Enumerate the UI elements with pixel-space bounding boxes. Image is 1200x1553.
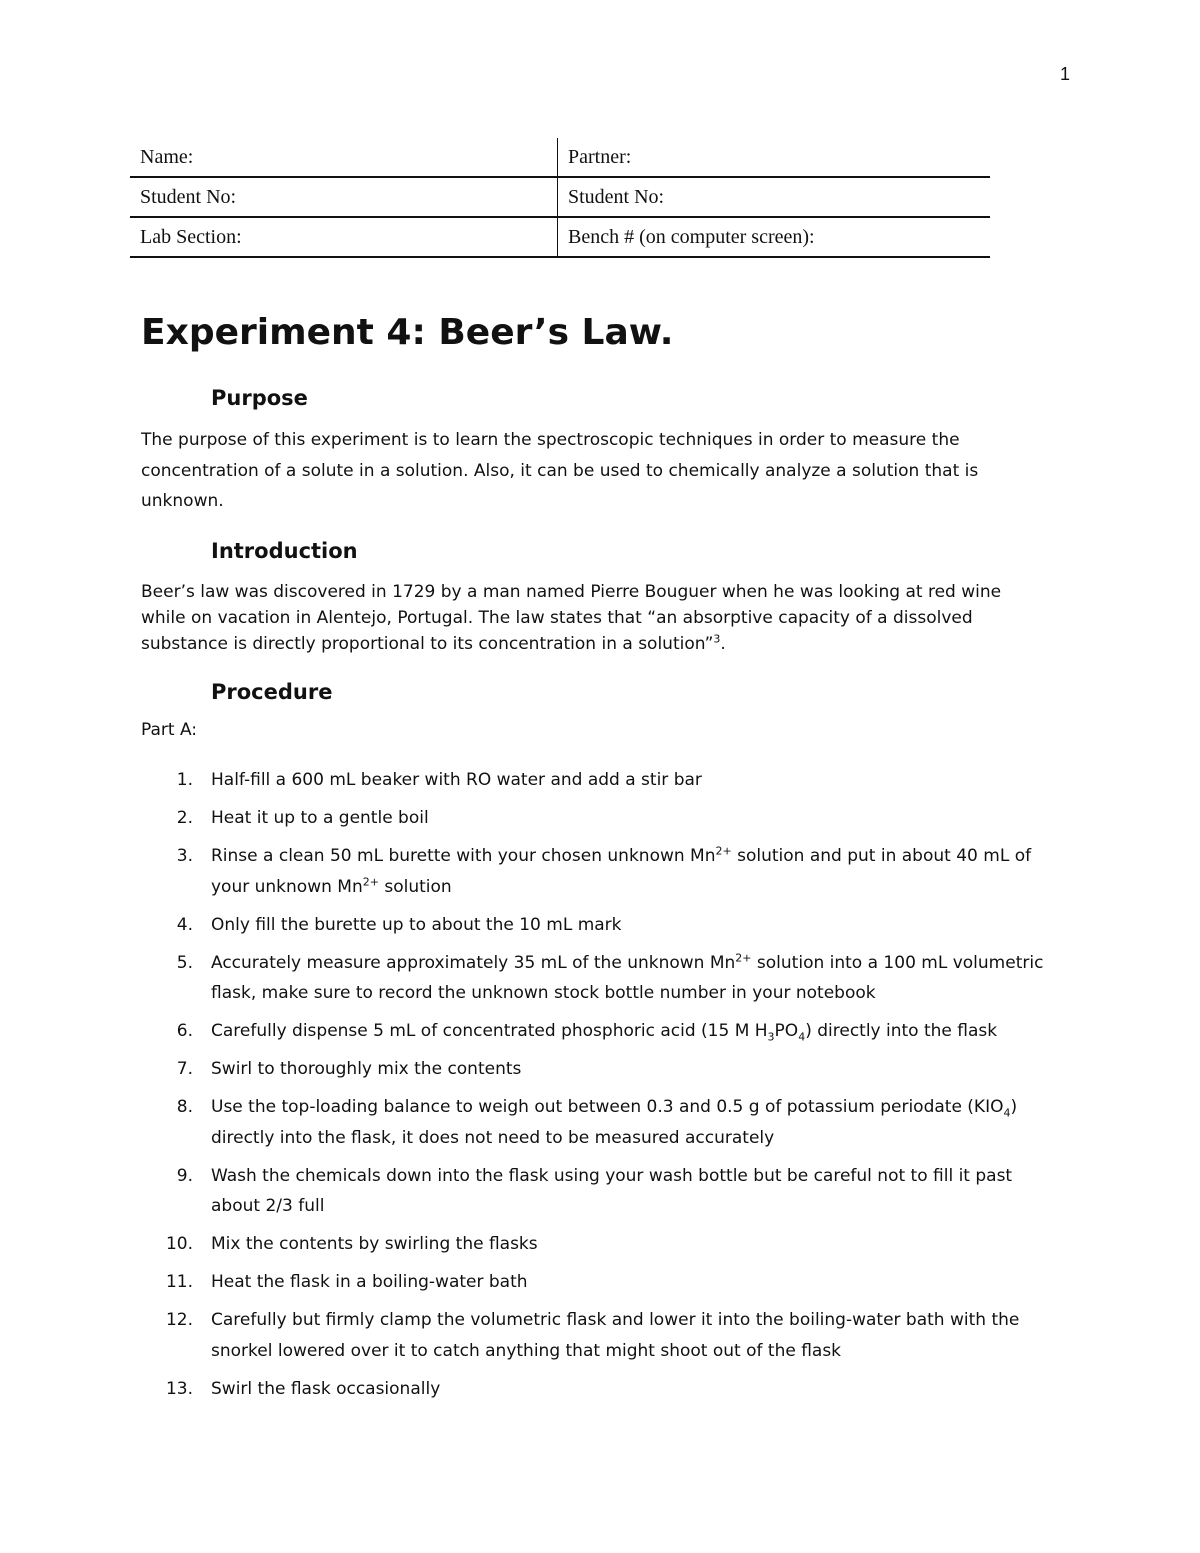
step-number: 6. (176, 1021, 193, 1041)
step-number: 8. (176, 1097, 193, 1117)
step-number: 11. (165, 1272, 193, 1292)
step-text: Mix the contents by swirling the flasks (211, 1234, 538, 1254)
charge-superscript: 2+ (715, 844, 732, 858)
procedure-steps (141, 765, 1061, 1412)
step-number: 5. (176, 952, 193, 973)
lab-section-field[interactable]: Lab Section: (130, 217, 558, 257)
purpose-text: The purpose of this experiment is to learn the spectroscopic techniques in order to measure the concentration of a solute in a solution. Also, it can be used to chemically analyze a solution that is unknown. (141, 430, 979, 511)
step-number: 12. (165, 1310, 193, 1330)
citation-marker: 3 (713, 632, 721, 646)
formula-subscript: 3 (767, 1030, 775, 1044)
student-no-field[interactable]: Student No: (130, 177, 558, 217)
table-row (130, 217, 990, 257)
step-text-part: Rinse a clean 50 mL burette with your chosen unknown Mn (211, 846, 716, 866)
step-text-part: Accurately measure approximately 35 mL of the unknown Mn (211, 952, 736, 973)
list-item (141, 1054, 1061, 1085)
list-item (141, 1374, 1061, 1405)
step-text-part: solution and put in about 40 mL of your unknown Mn (211, 846, 1032, 897)
student-info-table (130, 138, 990, 258)
step-number: 2. (176, 808, 193, 828)
step-text: Swirl to thoroughly mix the contents (211, 1059, 522, 1079)
step-text: Heat it up to a gentle boil (211, 808, 429, 828)
formula-subscript: 4 (798, 1030, 806, 1044)
step-text: Wash the chemicals down into the flask using your wash bottle but be careful not to fill it past about 2/3 full (211, 1165, 1013, 1216)
list-item (141, 1161, 1061, 1222)
list-item (141, 841, 1061, 902)
step-text: Heat the flask in a boiling-water bath (211, 1272, 528, 1292)
introduction-end: . (720, 634, 726, 654)
step-text (211, 1016, 1061, 1047)
step-text: Carefully but firmly clamp the volumetric flask and lower it into the boiling-water bath with the snorkel lowered over it to catch anything that might shoot out of the flask (211, 1310, 1020, 1361)
step-number: 9. (176, 1165, 193, 1186)
partner-student-no-field[interactable]: Student No: (558, 177, 991, 217)
document-title: Experiment 4: Beer’s Law. (141, 312, 674, 353)
list-item (141, 803, 1061, 834)
introduction-text (141, 579, 1051, 657)
introduction-body: Beer’s law was discovered in 1729 by a man named Pierre Bouguer when he was looking at red wine while on vacation in Alentejo, Portugal. The law states that “an absorptive capacity of a dissolved substance is directly proportional to its concentration in a solution” (141, 582, 1002, 654)
step-number: 3. (176, 846, 193, 866)
step-text-part: PO (774, 1021, 799, 1041)
bench-number-field[interactable]: Bench # (on computer screen): (558, 217, 991, 257)
step-text (211, 841, 1061, 902)
part-a-label: Part A: (141, 720, 198, 740)
step-number: 13. (165, 1378, 193, 1399)
step-text-part: solution (378, 876, 452, 897)
step-number: 1. (176, 770, 193, 790)
procedure-heading: Procedure (211, 680, 333, 704)
step-number: 7. (176, 1059, 193, 1079)
partner-field[interactable]: Partner: (558, 138, 991, 177)
step-text (211, 948, 1061, 1009)
step-text-part: solution into a 100 mL volumetric flask, make sure to record the unknown stock bottle number in your notebook (211, 952, 1044, 1003)
table-row (130, 177, 990, 217)
formula-subscript: 4 (1003, 1106, 1011, 1120)
purpose-heading: Purpose (211, 386, 308, 410)
list-item (141, 948, 1061, 1009)
list-item (141, 1016, 1061, 1047)
step-text (211, 1092, 1061, 1153)
step-text: Swirl the flask occasionally (211, 1378, 441, 1399)
step-text-part: ) directly into the flask, it does not need to be measured accurately (211, 1097, 1018, 1148)
list-item (141, 1092, 1061, 1153)
step-text-part: ) directly into the flask (805, 1021, 998, 1041)
list-item (141, 910, 1061, 941)
step-text: Only fill the burette up to about the 10 mL mark (211, 914, 622, 935)
page-number: 1 (1059, 64, 1070, 84)
step-text: Half-fill a 600 mL beaker with RO water and add a stir bar (211, 770, 702, 790)
charge-superscript: 2+ (735, 950, 752, 964)
name-field[interactable]: Name: (130, 138, 558, 177)
list-item (141, 1267, 1061, 1298)
list-item (141, 1305, 1061, 1366)
step-number: 10. (165, 1234, 193, 1254)
list-item (141, 1229, 1061, 1260)
introduction-heading: Introduction (211, 539, 358, 563)
list-item (141, 765, 1061, 796)
table-row (130, 138, 990, 177)
charge-superscript: 2+ (362, 874, 379, 888)
step-text-part: Carefully dispense 5 mL of concentrated phosphoric acid (15 M H (211, 1021, 768, 1041)
step-number: 4. (176, 914, 193, 935)
step-text-part: Use the top-loading balance to weigh out between 0.3 and 0.5 g of potassium periodate (KIO (211, 1097, 1004, 1117)
